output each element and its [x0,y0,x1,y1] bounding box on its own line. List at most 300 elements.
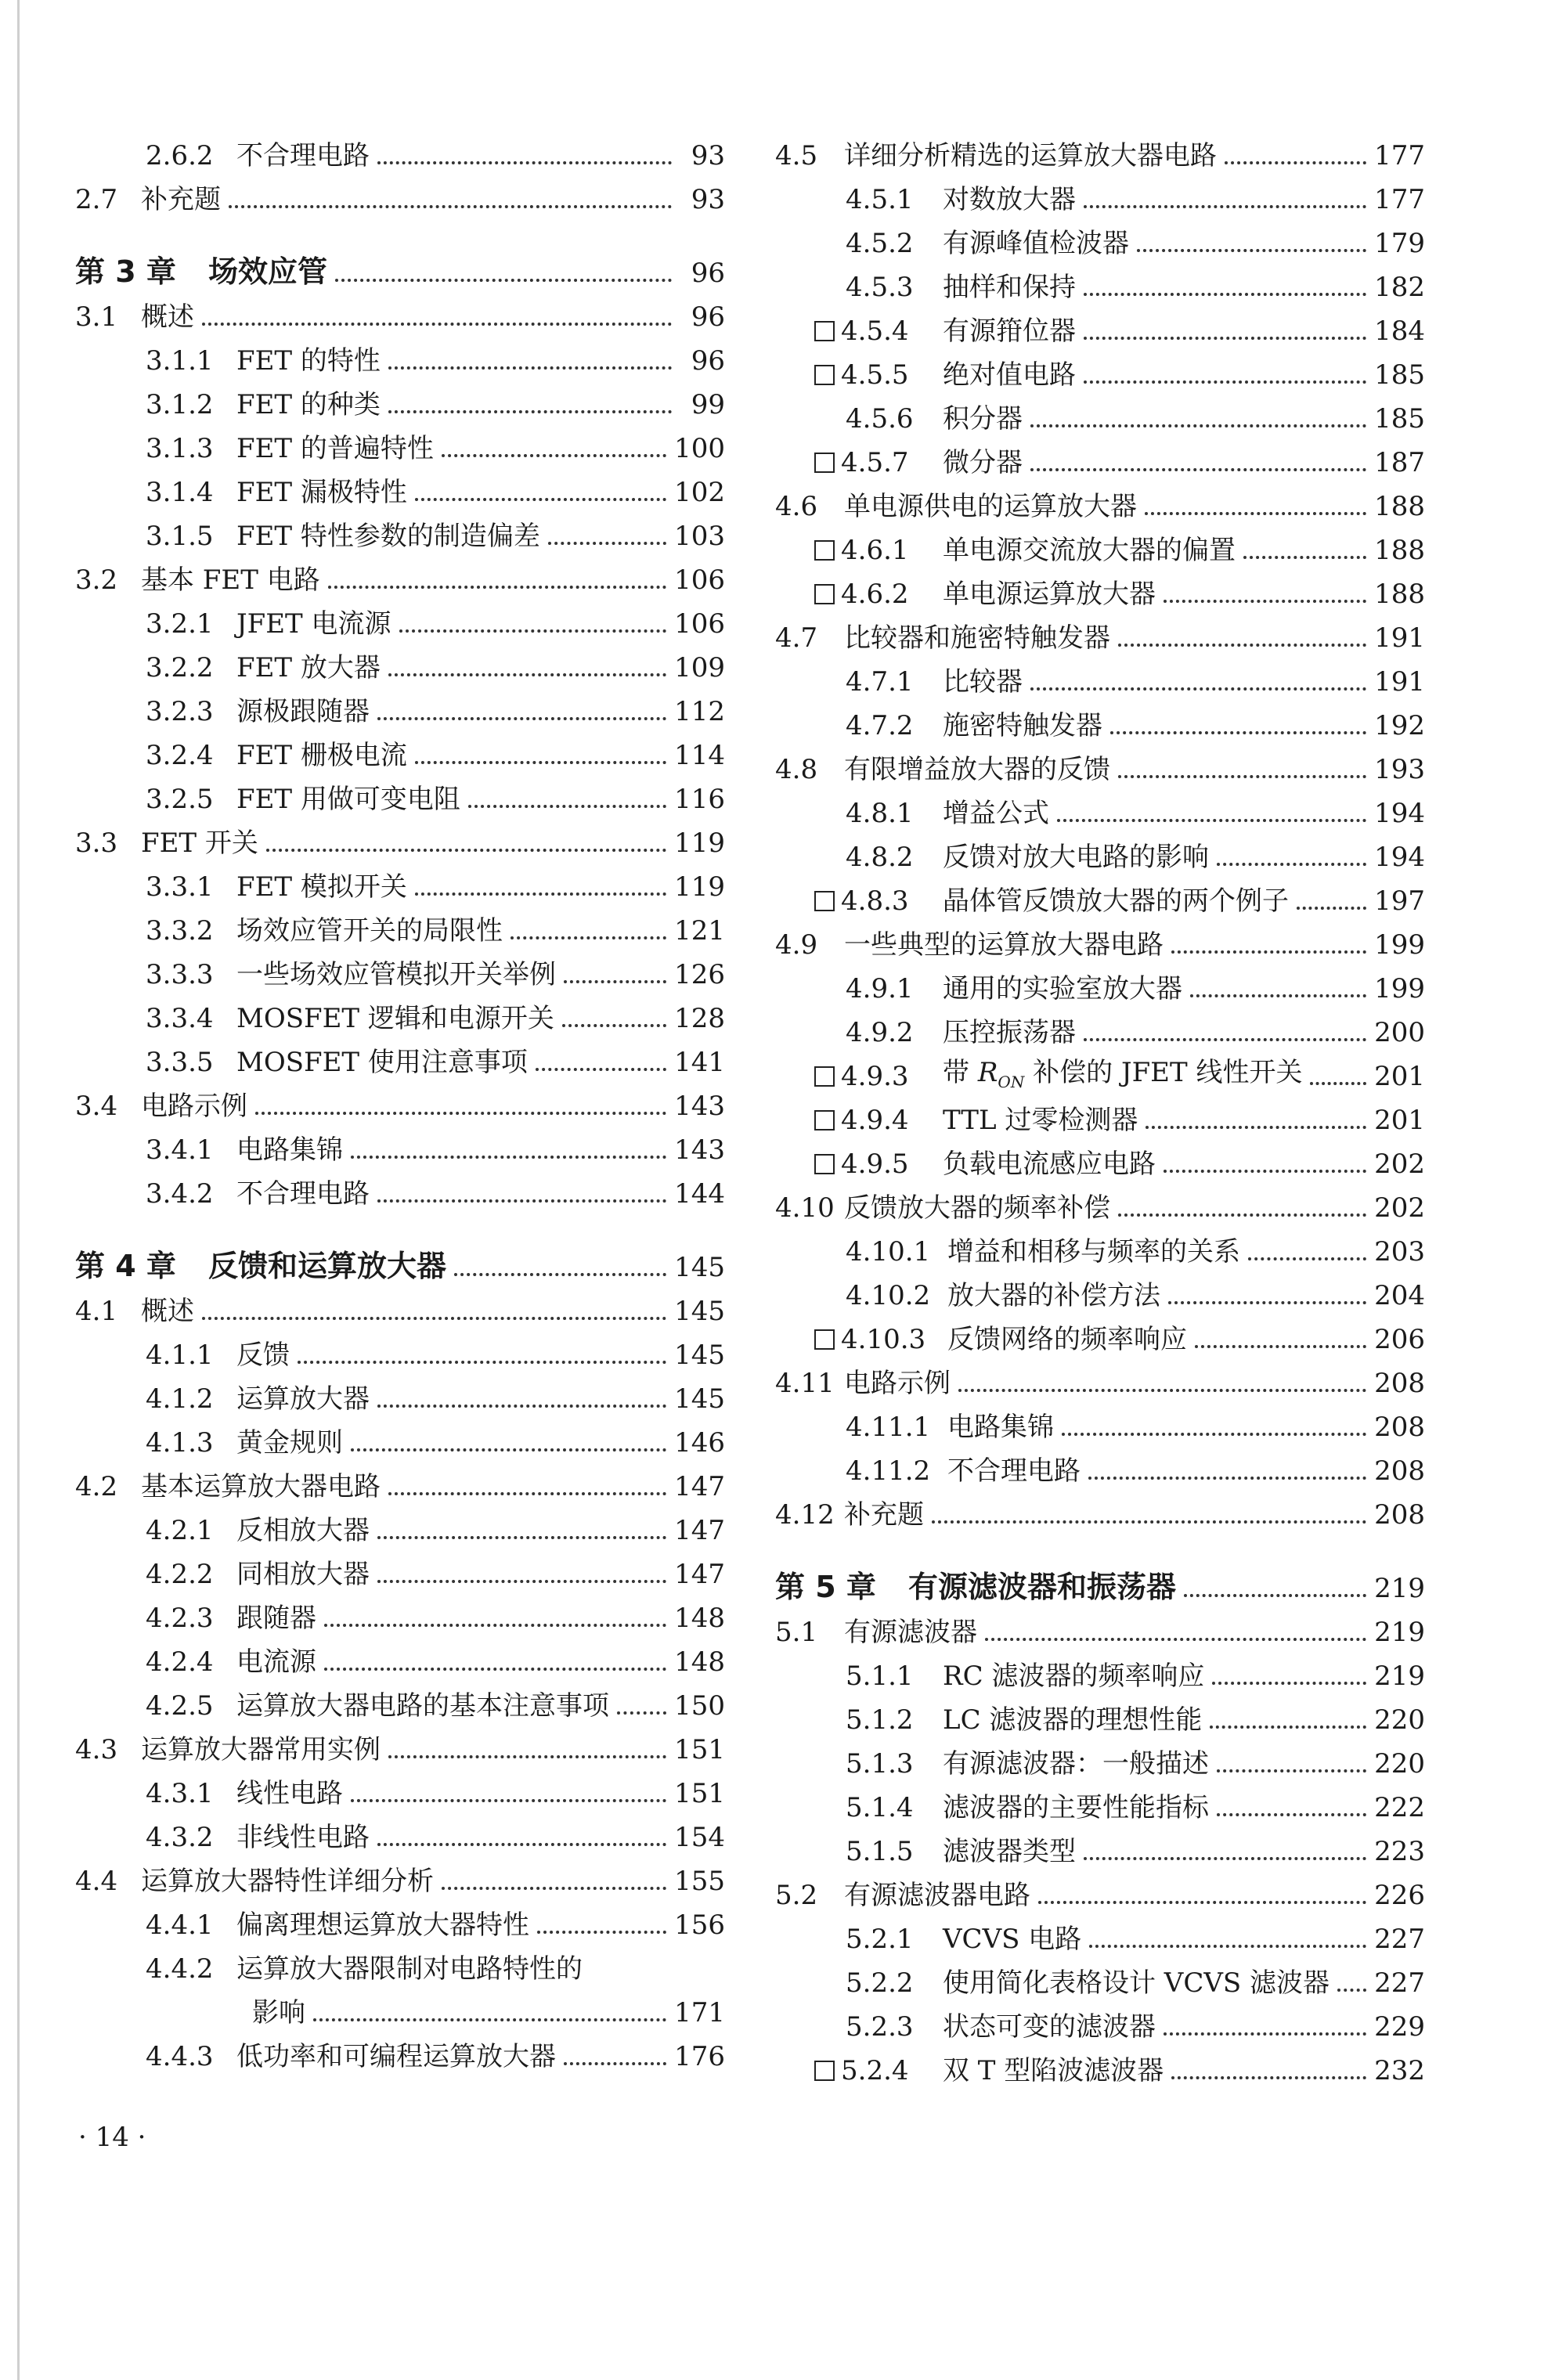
toc-leader-dots [1217,1769,1366,1772]
toc-entry[interactable] [775,739,1425,783]
toc-leader-dots [377,1536,666,1539]
toc-leader-dots [1217,863,1366,866]
toc-entry[interactable] [75,1588,725,1632]
toc-entry-title: 运算放大器限制对电路特性的 [236,1953,583,1985]
toc-entry-number [146,1561,236,1588]
toc-entry-number-text: 2.6.2 [146,140,214,171]
toc-entry-number-text: 4.2 [75,1471,118,1502]
toc-entry[interactable] [75,1163,725,1210]
toc-entry-page: 145 [674,1252,725,1283]
toc-entry-number-text: 5.1.3 [846,1748,914,1780]
toc-leader-dots [564,980,666,983]
toc-leader-dots [388,410,672,413]
toc-leader-dots [1212,1682,1366,1685]
toc-entry[interactable] [75,418,725,462]
toc-entry-number [75,564,141,596]
toc-entry-number [146,391,236,418]
toc-entry-page: 147 [674,1515,725,1546]
toc-entry-number [75,1473,141,1500]
optional-section-box-icon [814,1110,835,1130]
page-folio: · 14 · [78,2122,146,2153]
toc-entry[interactable] [75,1032,725,1076]
toc-entry[interactable] [775,1397,1425,1441]
toc-entry-number-text: 4.5.3 [846,272,914,303]
toc-entry[interactable] [775,564,1425,608]
toc-leader-dots [328,586,666,589]
toc-leader-dots [377,161,672,164]
toc-entry[interactable] [775,1265,1425,1309]
toc-entry-number-text: 4.10.1 [846,1236,931,1268]
toc-leader-dots [377,1843,666,1846]
toc-entry-page: 147 [674,1471,725,1502]
toc-entry-page: 184 [1374,316,1425,347]
toc-leader-dots [1297,907,1366,910]
toc-entry-number-text: 4.7.1 [846,666,914,698]
toc-entry-number-text: 4.2.4 [146,1646,214,1678]
toc-entry-number-text: 5.2.1 [846,1924,914,1955]
toc-entry-number-text: 3.3.1 [146,871,214,903]
toc-entry[interactable] [75,725,725,769]
toc-entry-title: 运算放大器常用实例 [141,1734,381,1765]
toc-entry[interactable] [775,1484,1425,1531]
toc-entry-page: 96 [691,258,725,289]
toc-entry[interactable] [775,1865,1425,1909]
toc-entry[interactable] [75,462,725,506]
toc-entry-title: 线性电路 [236,1778,343,1809]
toc-entry-number-text: 4.4.1 [146,1909,214,1941]
toc-entry-page: 99 [691,389,725,420]
toc-leader-dots [298,1361,666,1364]
toc-entry-page: 201 [1374,1105,1425,1136]
optional-section-box-icon [814,891,835,911]
toc-entry[interactable] [775,1002,1425,1046]
toc-entry[interactable] [75,1500,725,1544]
toc-entry-page: 208 [1374,1455,1425,1487]
toc-entry[interactable] [775,1221,1425,1268]
toc-entry[interactable] [75,1807,725,1851]
toc-entry-title: 反馈 [236,1340,290,1371]
toc-entry-number-text: 5.2 [775,1880,818,1911]
toc-entry-page: 227 [1374,1967,1425,1999]
toc-entry[interactable] [775,301,1425,347]
toc-entry-number [814,1063,943,1090]
toc-leader-dots [1084,1857,1366,1860]
toc-entry[interactable] [775,1539,1425,1602]
toc-entry[interactable] [75,813,725,859]
toc-entry[interactable] [775,169,1425,213]
toc-entry[interactable] [75,1544,725,1588]
toc-entry-number [775,1619,844,1646]
toc-entry[interactable] [775,958,1425,1002]
toc-leader-dots [313,2018,666,2021]
toc-leader-dots [377,1405,666,1408]
toc-entry-number-text: 4.9.5 [841,1149,909,1180]
toc-entry-title: FET 的种类 [236,389,381,420]
toc-leader-dots [229,205,672,208]
toc-entry-number [814,1149,943,1180]
toc-leader-dots [1089,1945,1366,1948]
toc-entry[interactable] [75,125,725,169]
toc-entry-title: FET 模拟开关 [236,871,407,903]
toc-entry[interactable] [75,287,725,333]
toc-entry-page: 150 [674,1690,725,1722]
toc-entry[interactable] [775,871,1425,917]
toc-entry[interactable] [775,1090,1425,1134]
toc-entry-title: 单电源交流放大器的偏置 [943,535,1236,566]
toc-entry-page: 155 [674,1866,725,1897]
toc-entry-title: 增益公式 [943,798,1049,829]
toc-entry-title: TTL 过零检测器 [943,1105,1138,1136]
toc-entry-number-text: 4.5 [775,140,818,171]
toc-entry-number-text: 4.5.1 [846,184,914,215]
toc-entry-number [146,2043,236,2070]
toc-entry-page: 141 [674,1047,725,1078]
toc-leader-dots [324,1624,666,1627]
toc-entry-title: 带 $R_{ON}$ 补偿的 JFET 线性开关 [943,1057,1303,1091]
toc-entry-title: FET 开关 [141,828,258,859]
toc-entry[interactable] [75,1325,725,1371]
toc-entry-page: 102 [674,477,725,508]
toc-entry[interactable] [775,2040,1425,2084]
toc-leader-dots [1088,1477,1366,1480]
toc-entry[interactable] [75,900,725,947]
toc-leader-dots [958,1389,1366,1392]
toc-entry[interactable] [75,169,725,213]
toc-leader-dots [377,1199,666,1203]
toc-entry[interactable] [75,637,725,681]
toc-leader-dots [388,366,672,370]
toc-entry-number-text: 4.1.3 [146,1427,214,1459]
toc-leader-dots [1118,775,1366,778]
toc-entry[interactable] [75,1281,725,1325]
toc-entry-title: VCVS 电路 [943,1924,1082,1955]
toc-entry-number-text: 4.3.1 [146,1778,214,1809]
toc-entry-number [846,712,943,739]
toc-entry-number [775,1499,844,1531]
toc-entry-number [846,666,943,698]
toc-entry-title: 反馈对放大电路的影响 [943,842,1209,873]
toc-entry[interactable] [75,1982,725,2026]
toc-entry-page: 191 [1374,666,1425,698]
toc-entry-number-text: 4.1.2 [146,1383,214,1415]
toc-entry-number [846,274,943,301]
toc-entry[interactable] [75,1719,725,1763]
toc-entry[interactable] [75,1895,725,1941]
toc-entry[interactable] [75,1938,725,1985]
toc-entry-page: 121 [674,915,725,947]
toc-entry[interactable] [75,988,725,1032]
optional-section-box-icon [814,1066,835,1087]
toc-entry[interactable] [75,2026,725,2070]
toc-entry[interactable] [775,1821,1425,1865]
toc-entry-page: 148 [674,1646,725,1678]
toc-entry[interactable] [75,681,725,725]
toc-entry-page: 202 [1374,1192,1425,1224]
page-spine-edge [17,0,20,2380]
toc-entry-number [146,1953,236,1985]
toc-entry-number [75,301,141,333]
toc-entry-number [814,316,943,347]
toc-entry[interactable] [775,651,1425,698]
toc-entry-number-text: 4.9.2 [846,1017,914,1048]
toc-entry-number [814,1107,943,1134]
toc-entry[interactable] [775,1646,1425,1692]
toc-entry[interactable] [75,1412,725,1459]
toc-entry-number-text: 3.3 [75,828,118,859]
toc-entry-page: 103 [674,521,725,552]
toc-leader-dots [351,1448,666,1451]
toc-entry[interactable] [775,1309,1425,1353]
toc-entry[interactable] [75,224,725,287]
toc-entry-page: 106 [674,608,725,640]
toc-entry[interactable] [75,1675,725,1722]
toc-entry-title: 概述 [141,1296,194,1327]
toc-entry-number-text: 4.3 [75,1734,118,1765]
toc-entry-page: 147 [674,1559,725,1590]
toc-entry-page: 193 [1374,754,1425,785]
toc-leader-dots [548,542,666,545]
toc-entry-page: 112 [674,696,725,727]
toc-entry[interactable] [75,1218,725,1281]
toc-entry[interactable] [75,1632,725,1678]
toc-entry[interactable] [75,1456,725,1500]
toc-entry-number-text: 4.9.1 [846,973,914,1004]
toc-entry-number [846,1236,947,1268]
toc-entry-title: 反馈和运算放大器 [208,1249,447,1283]
toc-leader-dots [1084,1038,1366,1041]
toc-entry-number [775,622,844,654]
toc-entry-title: JFET 电流源 [236,608,391,640]
toc-entry-number [846,800,943,827]
toc-entry-number-text: 3.2.2 [146,652,214,683]
toc-entry-page: 227 [1374,1924,1425,1955]
toc-entry[interactable] [75,374,725,418]
toc-entry[interactable] [775,1602,1425,1646]
toc-entry-page: 146 [674,1427,725,1459]
toc-right-column [775,125,1425,2084]
toc-entry-title: 压控振荡器 [943,1017,1076,1048]
toc-entry-number [846,230,943,257]
toc-entry-title: FET 放大器 [236,652,381,683]
toc-entry[interactable] [75,1120,725,1166]
toc-entry-number [846,1661,943,1692]
toc-entry-number [146,1824,236,1851]
optional-section-box-icon [814,584,835,604]
toc-leader-dots [415,892,666,896]
toc-entry-number-text: 3.2.4 [146,740,214,771]
toc-entry[interactable] [775,1441,1425,1487]
toc-entry[interactable] [775,1996,1425,2043]
toc-entry[interactable] [775,695,1425,739]
toc-entry-number-text: 3.1.5 [146,521,214,552]
toc-entry[interactable] [775,1733,1425,1780]
toc-entry-page: 194 [1374,842,1425,873]
toc-leader-dots [932,1520,1366,1524]
toc-entry-number [846,1748,943,1780]
toc-entry-page: 151 [674,1734,725,1765]
toc-leader-dots [1164,1170,1366,1173]
toc-entry-title: 运算放大器电路的基本注意事项 [236,1690,609,1722]
toc-entry-number [146,915,236,947]
toc-leader-dots [1171,950,1366,954]
toc-entry-title: 源极跟随器 [236,696,370,727]
toc-entry[interactable] [775,125,1425,169]
toc-entry-title: 双 T 型陷波滤波器 [943,2055,1164,2086]
toc-entry-number-text: 4.2.5 [146,1690,214,1722]
toc-entry[interactable] [775,388,1425,435]
toc-entry-number-text: 4.6 [775,491,818,522]
toc-entry[interactable] [775,608,1425,654]
toc-entry-title: 抽样和保持 [943,272,1076,303]
toc-entry-number-text: 4.7 [775,622,818,654]
toc-entry[interactable] [775,1134,1425,1180]
toc-entry-page: 185 [1374,403,1425,435]
toc-leader-dots [564,2062,666,2065]
toc-leader-dots [324,1668,666,1671]
toc-entry-title: 滤波器的主要性能指标 [943,1792,1209,1823]
toc-entry[interactable] [775,520,1425,564]
toc-entry-number-text: 4.4.2 [146,1953,214,1985]
toc-entry-title: FET 漏极特性 [236,477,407,508]
toc-leader-dots [388,1492,666,1495]
toc-leader-dots [1190,994,1366,997]
toc-entry-number-text: 3.4.2 [146,1178,214,1210]
toc-entry-number [846,1838,943,1865]
toc-entry-page: 202 [1374,1149,1425,1180]
toc-entry[interactable] [75,593,725,640]
toc-entry-number-text: 3.3.4 [146,1003,214,1034]
toc-entry[interactable] [775,1953,1425,1999]
toc-entry-title: 单电源供电的运算放大器 [844,491,1137,522]
toc-entry-number [846,975,943,1002]
toc-entry-number-text: 4.8.3 [841,885,909,917]
toc-entry[interactable] [775,257,1425,301]
toc-entry[interactable] [775,914,1425,961]
toc-entry-number [146,479,236,506]
toc-entry-page: 191 [1374,622,1425,654]
toc-entry[interactable] [775,1689,1425,1736]
toc-entry[interactable] [75,1076,725,1120]
toc-entry-page: 219 [1374,1617,1425,1648]
toc-entry[interactable] [775,213,1425,257]
toc-entry-title: 运算放大器 [236,1383,370,1415]
toc-entry-number-text: 4.2.3 [146,1603,214,1634]
toc-entry-number-text: 4.6.2 [841,579,909,610]
toc-entry[interactable] [775,344,1425,391]
optional-section-box-icon [814,1329,835,1350]
toc-entry-number-text: 4.1.1 [146,1340,214,1371]
toc-entry-number [146,1049,236,1076]
toc-leader-dots [1195,1345,1366,1348]
toc-entry-title: FET 的普遍特性 [236,433,434,464]
toc-entry[interactable] [775,1777,1425,1821]
toc-leader-dots [1243,556,1366,559]
toc-entry-number [146,1909,236,1941]
toc-entry[interactable] [775,432,1425,476]
toc-entry-page: 179 [1374,228,1425,259]
toc-entry[interactable] [75,550,725,596]
toc-entry-number [146,1646,236,1678]
toc-entry-number-text: 4.5.5 [841,359,909,391]
toc-leader-dots [351,1156,666,1159]
toc-entry-page: 185 [1374,359,1425,391]
toc-entry-page: 177 [1374,140,1425,171]
toc-entry-number [75,1251,208,1281]
toc-entry[interactable] [75,330,725,377]
toc-entry-number [146,871,236,903]
toc-entry-number [846,1455,947,1487]
toc-entry-page: 145 [674,1296,725,1327]
toc-entry-title: 电路集锦 [236,1134,343,1166]
toc-leader-dots [388,673,666,676]
toc-entry[interactable] [75,944,725,988]
toc-entry-number-text: 4.5.6 [846,403,914,435]
toc-entry[interactable] [775,827,1425,871]
toc-entry-title: 黄金规则 [236,1427,343,1459]
toc-leader-dots [1084,337,1366,340]
toc-entry-number-text: 4.2.2 [146,1559,214,1590]
toc-entry-page: 182 [1374,272,1425,303]
toc-entry-number [146,1427,236,1459]
toc-entry-number [146,1605,236,1632]
toc-entry-page: 93 [691,140,725,171]
toc-entry-number [846,1926,943,1953]
toc-entry-number [775,1192,844,1224]
toc-entry[interactable] [775,1353,1425,1397]
toc-entry[interactable] [775,783,1425,827]
toc-leader-dots [1030,468,1366,471]
optional-section-box-icon [814,2061,835,2081]
toc-entry-title: 反馈网络的频率响应 [947,1324,1187,1355]
toc-entry-title: MOSFET 使用注意事项 [236,1047,528,1078]
toc-leader-dots [1146,1126,1366,1129]
toc-entry-title: FET 特性参数的制造偏差 [236,521,540,552]
toc-entry-page: 203 [1374,1236,1425,1268]
toc-leader-dots [335,279,672,282]
toc-entry-page: 220 [1374,1748,1425,1780]
toc-entry[interactable] [75,1851,725,1895]
toc-entry[interactable] [75,1763,725,1807]
toc-entry[interactable] [75,1368,725,1415]
toc-entry-number-text: 3.4.1 [146,1134,214,1166]
toc-entry-number [146,1005,236,1032]
toc-entry-page: 144 [674,1178,725,1210]
toc-leader-dots [377,1580,666,1583]
toc-leader-dots [415,761,666,764]
toc-entry-number [775,142,844,169]
toc-entry[interactable] [75,506,725,550]
toc-entry-title: 有源滤波器 [844,1617,977,1648]
toc-entry-number [775,1370,844,1397]
toc-entry-title: 场效应管 [208,254,328,289]
toc-entry-page: 208 [1374,1412,1425,1443]
toc-entry-title: 通用的实验室放大器 [943,973,1182,1004]
toc-entry[interactable] [775,1909,1425,1953]
toc-entry-title: 非线性电路 [236,1822,370,1853]
toc-entry[interactable] [775,1177,1425,1224]
toc-entry-page: 229 [1374,2011,1425,2043]
toc-entry-number-text: 4.8.2 [846,842,914,873]
toc-entry[interactable] [75,769,725,813]
toc-entry-number [846,1794,943,1821]
toc-entry-page: 204 [1374,1280,1425,1311]
toc-entry[interactable] [75,856,725,903]
toc-entry-number-text: 5.1.5 [846,1836,914,1867]
toc-entry-number-text: 4.5.2 [846,228,914,259]
toc-entry[interactable] [775,476,1425,520]
toc-leader-dots [388,1755,666,1758]
toc-entry[interactable] [775,1046,1425,1090]
